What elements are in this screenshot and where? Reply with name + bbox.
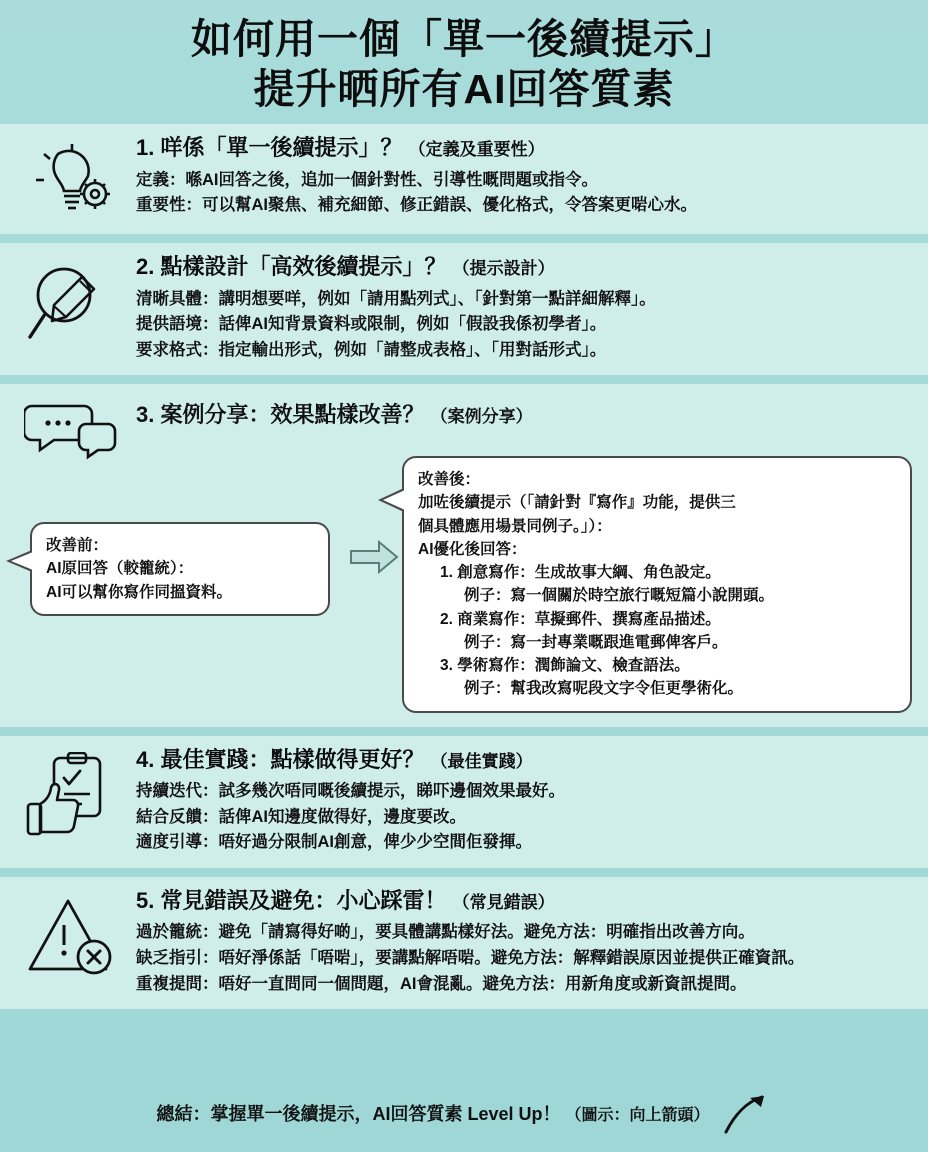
case-study-title-tag: （案例分享） [430, 407, 533, 427]
after-line: 加咗後續提示（「請針對『寫作』功能，提供三 [418, 494, 736, 512]
before-line: AI可以幫你寫作同搵資料。 [46, 583, 233, 601]
section-title [136, 253, 912, 281]
after-item-main: 1. 創意寫作：生成故事大綱、角色設定。 [440, 564, 721, 582]
section-prompt-design [0, 243, 928, 375]
section-line: 重要性：可以幫AI聚焦、補充細節、修正錯誤、優化格式，令答案更啱心水。 [136, 196, 697, 215]
footer-summary [156, 1100, 709, 1126]
thumbs-up-checklist-icon [16, 746, 128, 844]
section-line: 持續迭代：試多幾次唔同嘅後續提示，睇吓邊個效果最好。 [136, 782, 565, 801]
before-bubble [30, 522, 330, 616]
page-header [0, 0, 928, 124]
section-common-mistakes-body [136, 887, 912, 997]
section-title-tag: （常見錯誤） [452, 892, 555, 912]
section-title [136, 746, 912, 774]
section-prompt-design-body [136, 253, 912, 363]
magnifier-pencil-icon [16, 253, 128, 349]
section-definition-body [136, 134, 912, 219]
before-line: 改善前： [46, 537, 109, 555]
section-title-text: 1. 咩係「單一後續提示」？ [136, 135, 403, 161]
page-footer [0, 1080, 928, 1152]
section-title-tag: （提示設計） [452, 259, 555, 279]
up-arrow-icon [720, 1090, 772, 1136]
section-title-text: 2. 點樣設計「高效後續提示」？ [136, 254, 447, 280]
after-item-example: 例子：寫一封專業嘅跟進電郵俾客戶。 [464, 633, 728, 651]
section-line: 定義：喺AI回答之後，追加一個針對性、引導性嘅問題或指令。 [136, 170, 598, 189]
before-column [16, 456, 346, 616]
section-title-tag: （定義及重要性） [408, 140, 545, 160]
case-study-title-text: 3. 案例分享：效果點樣改善？ [136, 402, 425, 428]
section-title [136, 887, 912, 915]
after-line: 改善後： [418, 471, 481, 489]
after-bubble [402, 456, 912, 713]
warning-triangle-icon [16, 887, 128, 981]
case-study-bubbles [16, 456, 912, 713]
section-line: 結合反饋：話俾AI知邊度做得好，邊度要改。 [136, 807, 466, 826]
section-title-tag: （最佳實踐） [430, 751, 533, 771]
page-title-line-2: 提升晒所有AI回答質素 [253, 66, 675, 113]
section-best-practice-body [136, 746, 912, 856]
page-title-line-1: 如何用一個「單一後續提示」 [191, 16, 737, 62]
footer-summary-tag: （圖示：向上箭頭） [565, 1107, 710, 1124]
section-title [136, 134, 912, 162]
after-item-example: 例子：幫我改寫呢段文字令佢更學術化。 [464, 680, 744, 698]
right-arrow-icon [346, 456, 402, 574]
before-line: AI原回答（較籠統）： [46, 560, 194, 578]
case-study-title [136, 392, 533, 429]
section-line: 重複提問：唔好一直問同一個問題，AI會混亂。避免方法：用新角度或新資訊提問。 [136, 974, 747, 993]
after-item-example: 例子：寫一個關於時空旅行嘅短篇小說開頭。 [464, 587, 775, 605]
after-item-main: 3. 學術寫作：潤飾論文、檢查語法。 [440, 657, 690, 675]
section-line: 清晰具體：講明想要咩，例如「請用點列式」、「針對第一點詳細解釋」。 [136, 289, 656, 308]
section-line: 適度引導：唔好過分限制AI創意，俾少少空間佢發揮。 [136, 833, 532, 852]
after-item-main: 2. 商業寫作：草擬郵件、撰寫產品描述。 [440, 610, 721, 628]
speech-bubbles-icon [16, 392, 128, 460]
section-line: 提供語境：話俾AI知背景資料或限制，例如「假設我係初學者」。 [136, 315, 607, 334]
section-definition [0, 124, 928, 234]
section-title-text: 4. 最佳實踐：點樣做得更好？ [136, 746, 425, 772]
section-title-text: 5. 常見錯誤及避免：小心踩雷！ [136, 887, 447, 913]
case-study-header [16, 392, 912, 460]
after-line: 個具體應用場景同例子。」）： [418, 517, 612, 535]
section-case-study [0, 384, 928, 727]
section-line: 過於籠統：避免「請寫得好啲」，要具體講點樣好法。避免方法：明確指出改善方向。 [136, 923, 755, 942]
section-best-practice [0, 736, 928, 868]
lightbulb-gear-icon [16, 134, 128, 222]
section-line: 要求格式：指定輸出形式，例如「請整成表格」、「用對話形式」。 [136, 340, 607, 359]
after-line: AI優化後回答： [418, 540, 527, 558]
section-common-mistakes [0, 877, 928, 1009]
footer-summary-text: 總結：掌握單一後續提示，AI回答質素 Level Up！ [156, 1104, 561, 1124]
section-line: 缺乏指引：唔好淨係話「唔啱」，要講點解唔啱。避免方法：解釋錯誤原因並提供正確資訊。 [136, 948, 805, 967]
